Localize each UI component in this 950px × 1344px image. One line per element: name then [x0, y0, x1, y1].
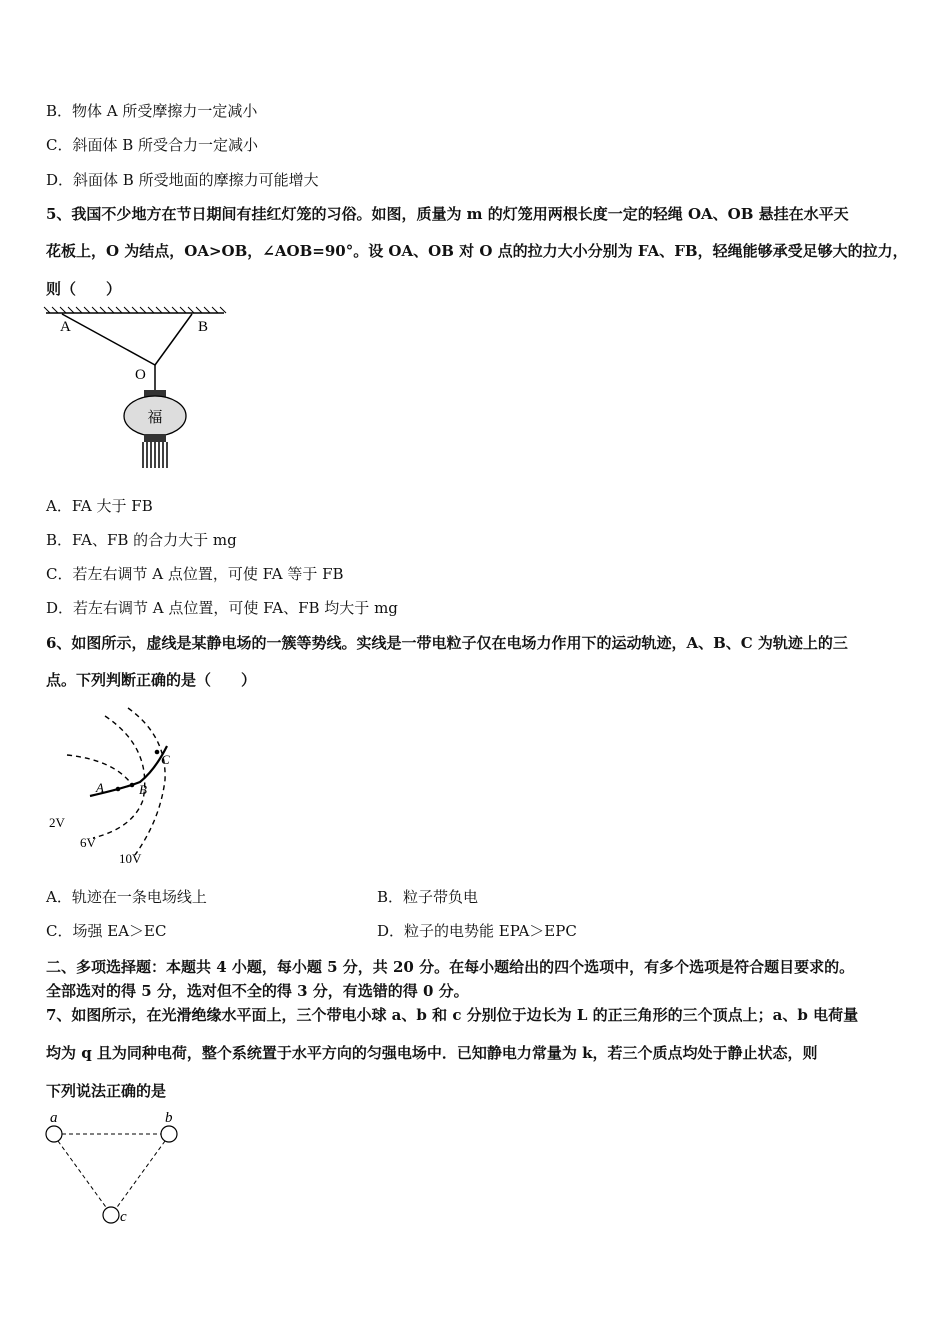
lantern-figure [40, 300, 240, 475]
label-o: O [135, 367, 146, 383]
equipotential-figure [45, 700, 205, 870]
label-b: B [139, 782, 147, 797]
q7-stem-line3: 下列说法正确的是 [46, 1082, 167, 1100]
label-a: a [50, 1110, 58, 1126]
q4-option-c[interactable]: C．斜面体 B 所受合力一定减小 [46, 136, 259, 154]
label-a: A [60, 319, 71, 335]
label-b: b [165, 1110, 173, 1126]
q6-option-b[interactable]: B．粒子带负电 [377, 888, 479, 906]
ball-a [46, 1126, 62, 1142]
q5-stem-line1: 5、我国不少地方在节日期间有挂红灯笼的习俗。如图，质量为 m 的灯笼用两根长度一定的轻绳 OA、OB 悬挂在水平天 [46, 205, 849, 223]
q6-option-a[interactable]: A．轨迹在一条电场线上 [46, 888, 207, 906]
ball-b [161, 1126, 177, 1142]
q6-option-c[interactable]: C．场强 EA＞EC [46, 922, 167, 940]
q5-option-a[interactable]: A．FA 大于 FB [46, 497, 153, 515]
q5-stem-line2: 花板上，O 为结点，OA>OB，∠AOB=90°。设 OA、OB 对 O 点的拉力大小分别为 FA、FB，轻绳能够承受足够大的拉力， [46, 242, 908, 260]
q5-option-b[interactable]: B．FA、FB 的合力大于 mg [46, 531, 237, 549]
q7-stem-line2: 均为 q 且为同种电荷，整个系统置于水平方向的匀强电场中．已知静电力常量为 k，若三个质点均处于静止状态，则 [46, 1044, 818, 1062]
q6-option-d[interactable]: D．粒子的电势能 EPA＞EPC [377, 922, 577, 940]
triangle-figure [40, 1108, 200, 1233]
rope-ob [155, 314, 192, 365]
q6-stem-line1: 6、如图所示，虚线是某静电场的一簇等势线。实线是一带电粒子仅在电场力作用下的运动轨迹，A、B、C 为轨迹上的三 [46, 634, 848, 652]
ball-c [103, 1207, 119, 1223]
q5-option-c[interactable]: C．若左右调节 A 点位置，可使 FA 等于 FB [46, 565, 344, 583]
section2-line2: 全部选对的得 5 分，选对但不全的得 3 分，有选错的得 0 分。 [46, 982, 469, 1000]
label-b: B [198, 319, 209, 335]
label-6v: 6V [80, 835, 96, 850]
label-10v: 10V [119, 851, 142, 866]
lantern-char: 福 [147, 410, 163, 426]
q7-stem-line1: 7、如图所示，在光滑绝缘水平面上，三个带电小球 a、b 和 c 分别位于边长为 L 的正三角形的三个顶点上；a、b 电荷量 [46, 1006, 859, 1024]
section2-line1: 二、多项选择题：本题共 4 小题，每小题 5 分，共 20 分。在每小题给出的四个选项中，有多个选项是符合题目要求的。 [46, 958, 855, 976]
label-c: C [161, 752, 170, 767]
equipotential-6v [93, 716, 145, 838]
q4-option-d[interactable]: D．斜面体 B 所受地面的摩擦力可能增大 [46, 171, 319, 189]
label-2v: 2V [49, 815, 65, 830]
q5-option-d[interactable]: D．若左右调节 A 点位置，可使 FA、FB 均大于 mg [46, 599, 398, 617]
q6-stem-line2: 点。下列判断正确的是（ ） [46, 671, 257, 689]
q4-option-b[interactable]: B．物体 A 所受摩擦力一定减小 [46, 102, 258, 120]
label-a: A [96, 780, 104, 795]
q5-stem-line3: 则（ ） [46, 280, 122, 298]
rope-oa [62, 314, 155, 365]
label-c: c [120, 1209, 127, 1225]
